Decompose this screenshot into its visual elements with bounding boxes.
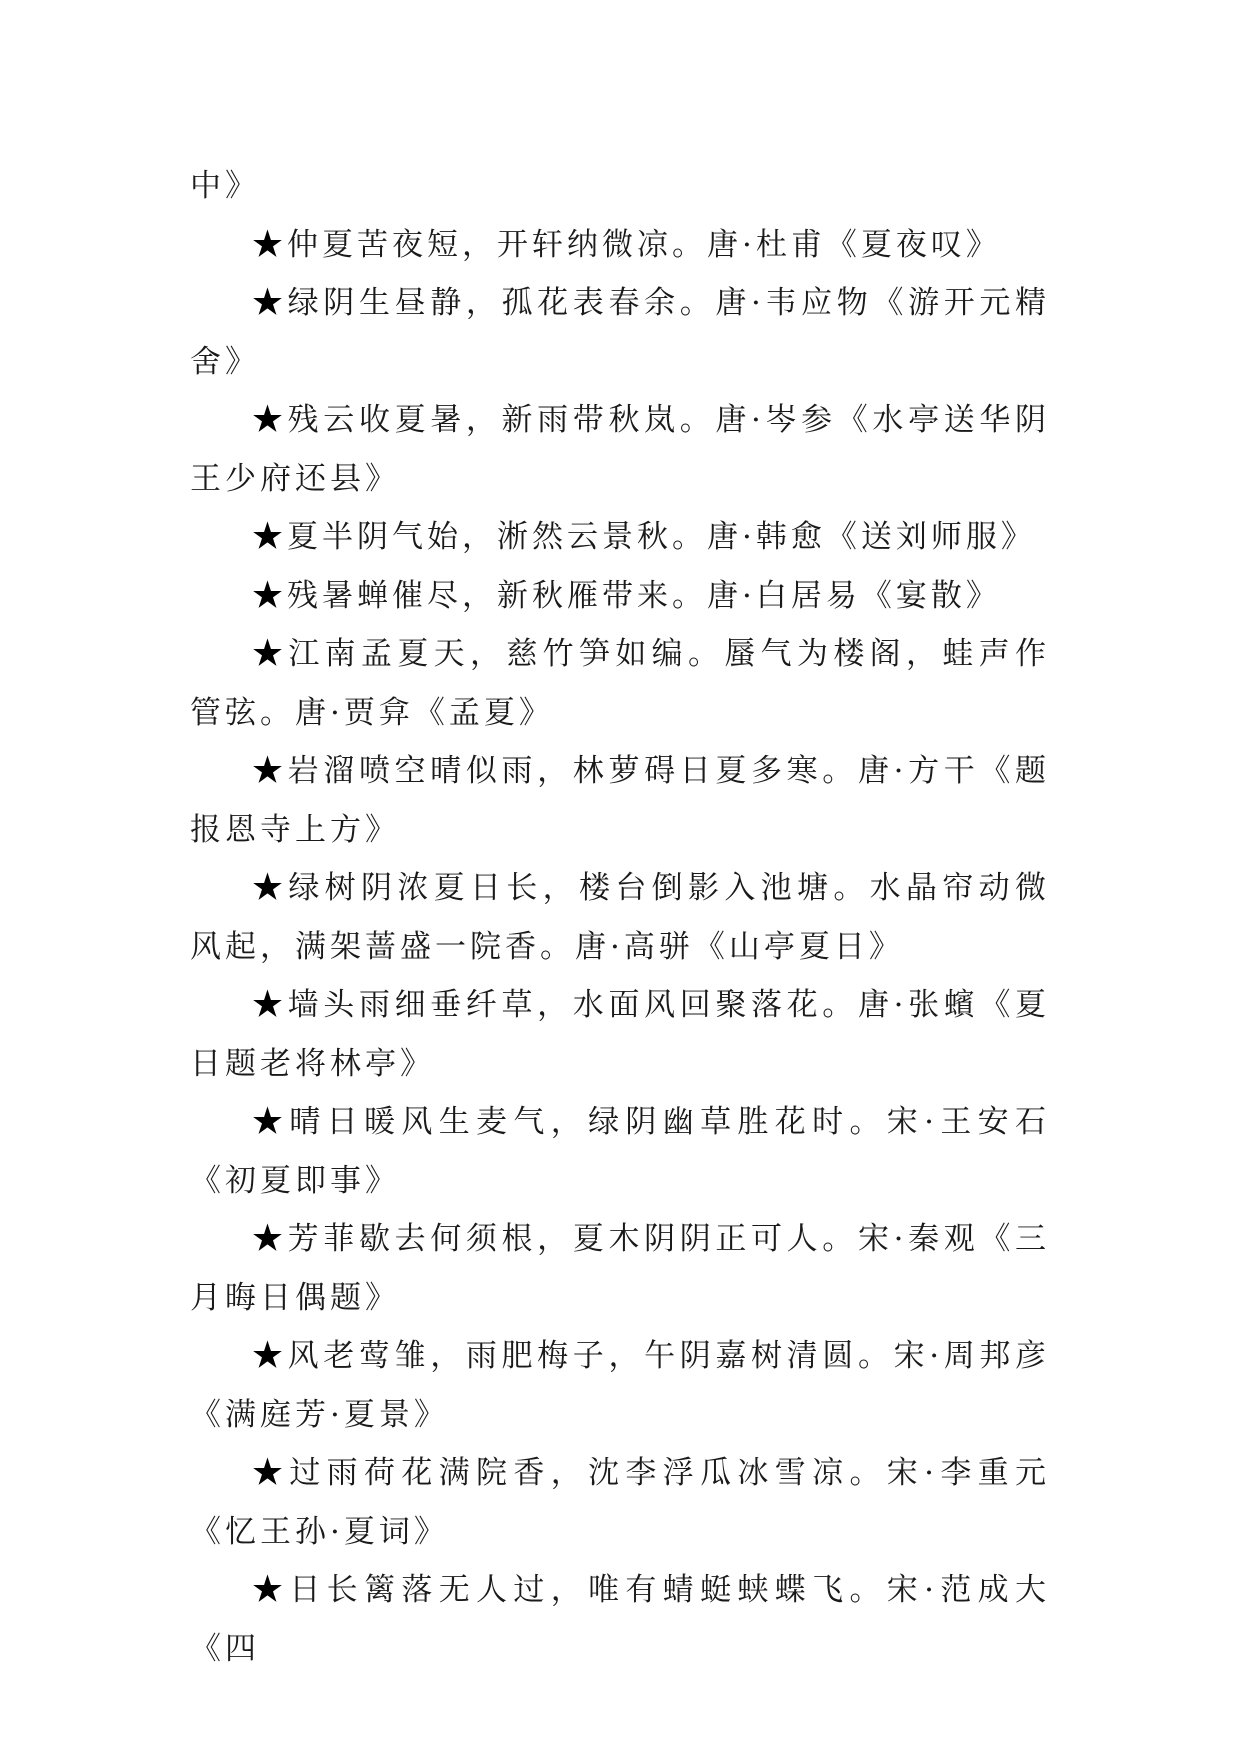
- paragraph: [190, 976, 1050, 1093]
- paragraph-text: 残云收夏暑，新雨带秋岚。唐·岑参《水亭送华阴王少府还县》: [190, 402, 1051, 497]
- star-icon: ★: [252, 226, 287, 263]
- paragraph: [190, 508, 1050, 567]
- star-icon: ★: [252, 1221, 288, 1257]
- star-icon: ★: [252, 1455, 290, 1491]
- star-icon: ★: [252, 519, 287, 555]
- paragraph-text: 中》: [190, 168, 260, 204]
- paragraph: [190, 157, 1050, 216]
- paragraph-text: 岩溜喷空晴似雨，林萝碍日夏多寒。唐·方干《题报恩寺上方》: [190, 753, 1051, 848]
- star-icon: ★: [252, 285, 288, 321]
- paragraph: [190, 1327, 1050, 1444]
- paragraph-text: 过雨荷花满院香，沈李浮瓜冰雪凉。宋·李重元《忆王孙·夏词》: [190, 1455, 1050, 1550]
- document-body: [190, 157, 1050, 1678]
- star-icon: ★: [252, 1572, 290, 1608]
- paragraph-text: 墙头雨细垂纤草，水面风回聚落花。唐·张蠙《夏日题老将林亭》: [190, 987, 1051, 1082]
- paragraph: [190, 1210, 1050, 1327]
- paragraph-text: 残暑蝉催尽，新秋雁带来。唐·白居易《宴散》: [287, 577, 1001, 614]
- paragraph-text: 绿阴生昼静，孤花表春余。唐·韦应物《游开元精舍》: [190, 285, 1051, 380]
- star-icon: ★: [252, 870, 289, 906]
- star-icon: ★: [252, 987, 288, 1023]
- paragraph-text: 风老莺雏，雨肥梅子，午阴嘉树清圆。宋·周邦彦《满庭芳·夏景》: [190, 1338, 1051, 1433]
- paragraph: [190, 1093, 1050, 1210]
- star-icon: ★: [252, 636, 289, 672]
- paragraph-text: 夏半阴气始，淅然云景秋。唐·韩愈《送刘师服》: [287, 519, 1036, 555]
- paragraph: [190, 859, 1050, 976]
- paragraph: [190, 216, 1050, 275]
- paragraph-text: 芳菲歇去何须根，夏木阴阴正可人。宋·秦观《三月晦日偶题》: [190, 1221, 1051, 1316]
- paragraph: [190, 391, 1050, 508]
- paragraph-text: 仲夏苦夜短，开轩纳微凉。唐·杜甫《夏夜叹》: [287, 226, 1001, 263]
- paragraph-text: 江南孟夏天，慈竹笋如编。蜃气为楼阁，蛙声作管弦。唐·贾弇《孟夏》: [190, 636, 1051, 731]
- star-icon: ★: [252, 1338, 288, 1374]
- paragraph-text: 晴日暖风生麦气，绿阴幽草胜花时。宋·王安石《初夏即事》: [190, 1104, 1050, 1199]
- paragraph-text: 日长篱落无人过，唯有蜻蜓蛱蝶飞。宋·范成大《四: [190, 1572, 1050, 1667]
- star-icon: ★: [252, 402, 288, 438]
- star-icon: ★: [252, 577, 287, 614]
- paragraph: [190, 1561, 1050, 1678]
- paragraph: [190, 1444, 1050, 1561]
- paragraph: [190, 274, 1050, 391]
- star-icon: ★: [252, 753, 288, 789]
- paragraph: [190, 742, 1050, 859]
- paragraph: [190, 625, 1050, 742]
- paragraph-text: 绿树阴浓夏日长，楼台倒影入池塘。水晶帘动微风起，满架蔷盛一院香。唐·高骈《山亭夏日》: [190, 870, 1051, 965]
- paragraph: [190, 567, 1050, 626]
- star-icon: ★: [252, 1104, 290, 1140]
